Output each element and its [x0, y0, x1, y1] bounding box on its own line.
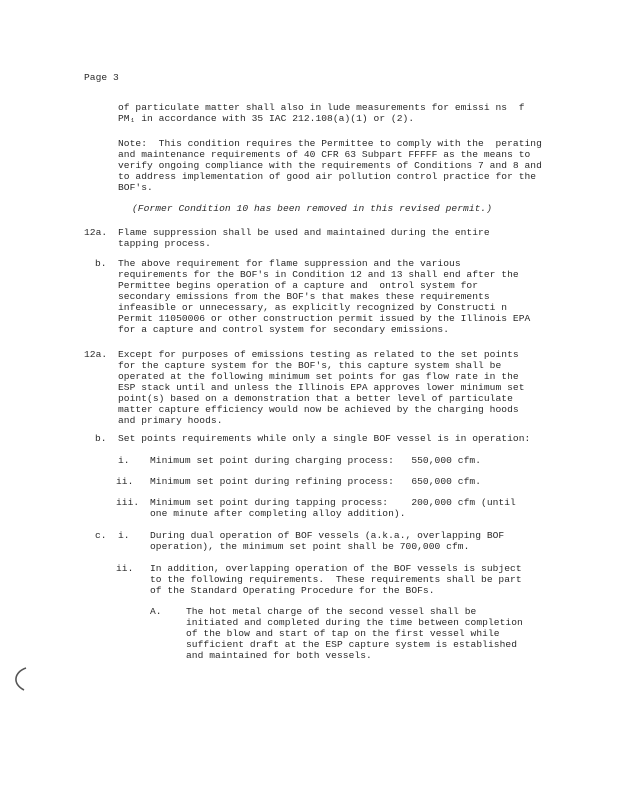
item-c-i-label: i. [118, 530, 130, 541]
item-12a2-line-7: and primary hoods. [118, 415, 223, 426]
subitem-i-label: i. [118, 455, 130, 466]
item-12a2-line-6: matter capture efficiency would now be achieved by the charging hoods [118, 404, 519, 415]
item-12a2-line-2: for the capture system for the BOF's, this capture system shall be [118, 360, 502, 371]
subitem-ii-line-1: Minimum set point during refining process: 650,000 cfm. [150, 476, 482, 487]
item-b2-text: Set points requirements while only a single BOF vessel is in operation: [118, 433, 531, 444]
item-c-i-line-1: During dual operation of BOF vessels (a.k.a., overlapping BOF [150, 530, 505, 541]
item-c-A-line-1: The hot metal charge of the second vessel shall be [186, 606, 477, 617]
note-line-5: BOF's. [118, 182, 153, 193]
item-12a2-line-3: operated at the following minimum set points for gas flow rate in the [118, 371, 519, 382]
item-c-i-line-2: operation), the minimum set point shall be 700,000 cfm. [150, 541, 470, 552]
subitem-ii-label: ii. [116, 476, 134, 487]
item-c-ii-line-3: of the Standard Operating Procedure for the BOFs. [150, 585, 435, 596]
item-12b-line-6: Permit 11050006 or other construction permit issued by the Illinois EPA [118, 313, 531, 324]
item-12a-label: 12a. [84, 227, 108, 238]
subitem-iii-label: iii. [116, 497, 140, 508]
subitem-i-line-1: Minimum set point during charging process: 550,000 cfm. [150, 455, 482, 466]
note-line-4: to address implementation of good air pollution control practice for the [118, 171, 537, 182]
item-c-A-line-2: initiated and completed during the time between completion [186, 617, 523, 628]
item-c-A-label: A. [150, 606, 162, 617]
note-line-2: and maintenance requirements of 40 CFR 63 Subpart FFFFF as the means to [118, 149, 531, 160]
item-12b-line-2: requirements for the BOF's in Condition 12 and 13 shall end after the [118, 269, 519, 280]
item-12a-line-2: tapping process. [118, 238, 211, 249]
note-line-3: verify ongoing compliance with the requirements of Conditions 7 and 8 and [118, 160, 542, 171]
item-12a2-line-4: ESP stack until and unless the Illinois EPA approves lower minimum set [118, 382, 525, 393]
item-12a-line-1: Flame suppression shall be used and maintained during the entire [118, 227, 490, 238]
item-c-ii-label: ii. [116, 563, 134, 574]
subitem-iii-line-2: one minute after completing alloy addition). [150, 508, 406, 519]
item-12a2-label: 12a. [84, 349, 108, 360]
item-12a2-line-5: point(s) based on a demonstration that a better level of particulate [118, 393, 513, 404]
item-c-A-line-4: sufficient draft at the ESP capture system is established [186, 639, 518, 650]
item-12b-line-3: Permittee begins operation of a capture and ontrol system for [118, 280, 479, 291]
item-12b-line-5: infeasible or unnecessary, as explicitly recognized by Constructi n [118, 302, 508, 313]
note-line-1: Note: This condition requires the Permittee to comply with the perating [118, 138, 542, 149]
former-condition-note: (Former Condition 10 has been removed in this revised permit.) [132, 203, 493, 214]
item-12b-line-7: for a capture and control system for secondary emissions. [118, 324, 450, 335]
item-c-ii-line-1: In addition, overlapping operation of the BOF vessels is subject [150, 563, 522, 574]
scan-artifact-mark [8, 666, 30, 692]
item-c-A-line-3: of the blow and start of tap on the first vessel while [186, 628, 500, 639]
item-c-A-line-5: and maintained for both vessels. [186, 650, 372, 661]
item-12a2-line-1: Except for purposes of emissions testing as related to the set points [118, 349, 519, 360]
item-b2-label: b. [95, 433, 107, 444]
subitem-iii-line-1: Minimum set point during tapping process: 200,000 cfm (until [150, 497, 516, 508]
item-12b-label: b. [95, 258, 107, 269]
item-12b-line-4: secondary emissions from the BOF's that makes these requirements [118, 291, 490, 302]
intro-line-2: PM₁ in accordance with 35 IAC 212.108(a)(1) or (2). [118, 113, 415, 124]
item-c-ii-line-2: to the following requirements. These requirements shall be part [150, 574, 522, 585]
page-label: Page 3 [84, 72, 119, 83]
intro-line-1: of particulate matter shall also in lude measurements for emissi ns f [118, 102, 525, 113]
item-c-label: c. [95, 530, 107, 541]
item-12b-line-1: The above requirement for flame suppression and the various [118, 258, 461, 269]
